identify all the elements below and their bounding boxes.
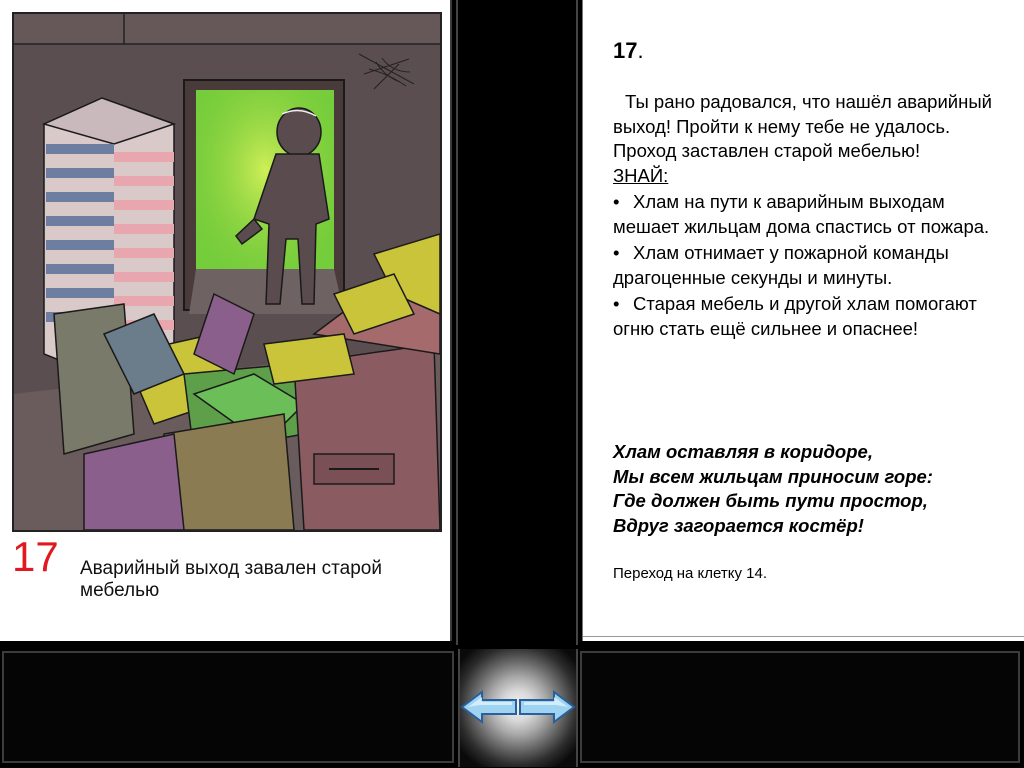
goto-cell-link[interactable]: Переход на клетку 14. bbox=[613, 565, 767, 582]
bullet-item bbox=[613, 190, 1013, 239]
intro-paragraph: Ты рано радовался, что нашёл аварийный выход! Пройти к нему тебе не удалось. Проход заставлен старой мебелью! bbox=[613, 91, 992, 161]
poem-line: Хлам оставляя в коридоре, bbox=[613, 441, 873, 462]
page-heading-number: 17 bbox=[613, 38, 638, 63]
bottom-panel-left bbox=[2, 651, 454, 763]
page-heading-dot: . bbox=[637, 38, 644, 63]
bullet-text: Хлам на пути к аварийным выходам мешает жильцам дома спастись от пожара. bbox=[613, 191, 990, 237]
arrow-left-icon[interactable] bbox=[460, 689, 518, 725]
poem-line: Мы всем жильцам приносим горе: bbox=[613, 465, 933, 487]
page-bottom-rule bbox=[583, 636, 1024, 637]
card-caption: Аварийный выход завален старой мебелью bbox=[80, 558, 382, 601]
arrow-right-icon[interactable] bbox=[518, 689, 576, 725]
bullet-icon: • bbox=[613, 191, 620, 212]
bullet-item bbox=[613, 292, 1013, 341]
know-label: ЗНАЙ: bbox=[613, 164, 669, 186]
poem-line: Где должен быть пути простор, bbox=[613, 490, 928, 511]
poem-line: Вдруг загорается костёр! bbox=[613, 514, 864, 536]
page-heading bbox=[613, 38, 644, 64]
illustration-image bbox=[12, 12, 442, 532]
bullet-text: Старая мебель и другой хлам помогают огню стать ещё сильнее и опаснее! bbox=[613, 293, 977, 339]
nav-orb bbox=[458, 649, 578, 767]
bullet-icon: • bbox=[613, 293, 620, 314]
bottom-panel-right bbox=[580, 651, 1020, 763]
text-page bbox=[582, 0, 1024, 641]
bullet-item bbox=[613, 241, 1013, 290]
bullet-text: Хлам отнимает у пожарной команды драгоценные секунды и минуты. bbox=[613, 242, 949, 288]
story-text bbox=[613, 90, 1013, 341]
bottom-bar bbox=[0, 645, 1024, 768]
center-divider bbox=[456, 0, 578, 645]
card-number: 17 bbox=[12, 533, 59, 580]
poem bbox=[613, 440, 1018, 538]
bullet-icon: • bbox=[613, 242, 620, 263]
illustration-card bbox=[0, 0, 452, 641]
nav-arrows bbox=[460, 689, 576, 725]
